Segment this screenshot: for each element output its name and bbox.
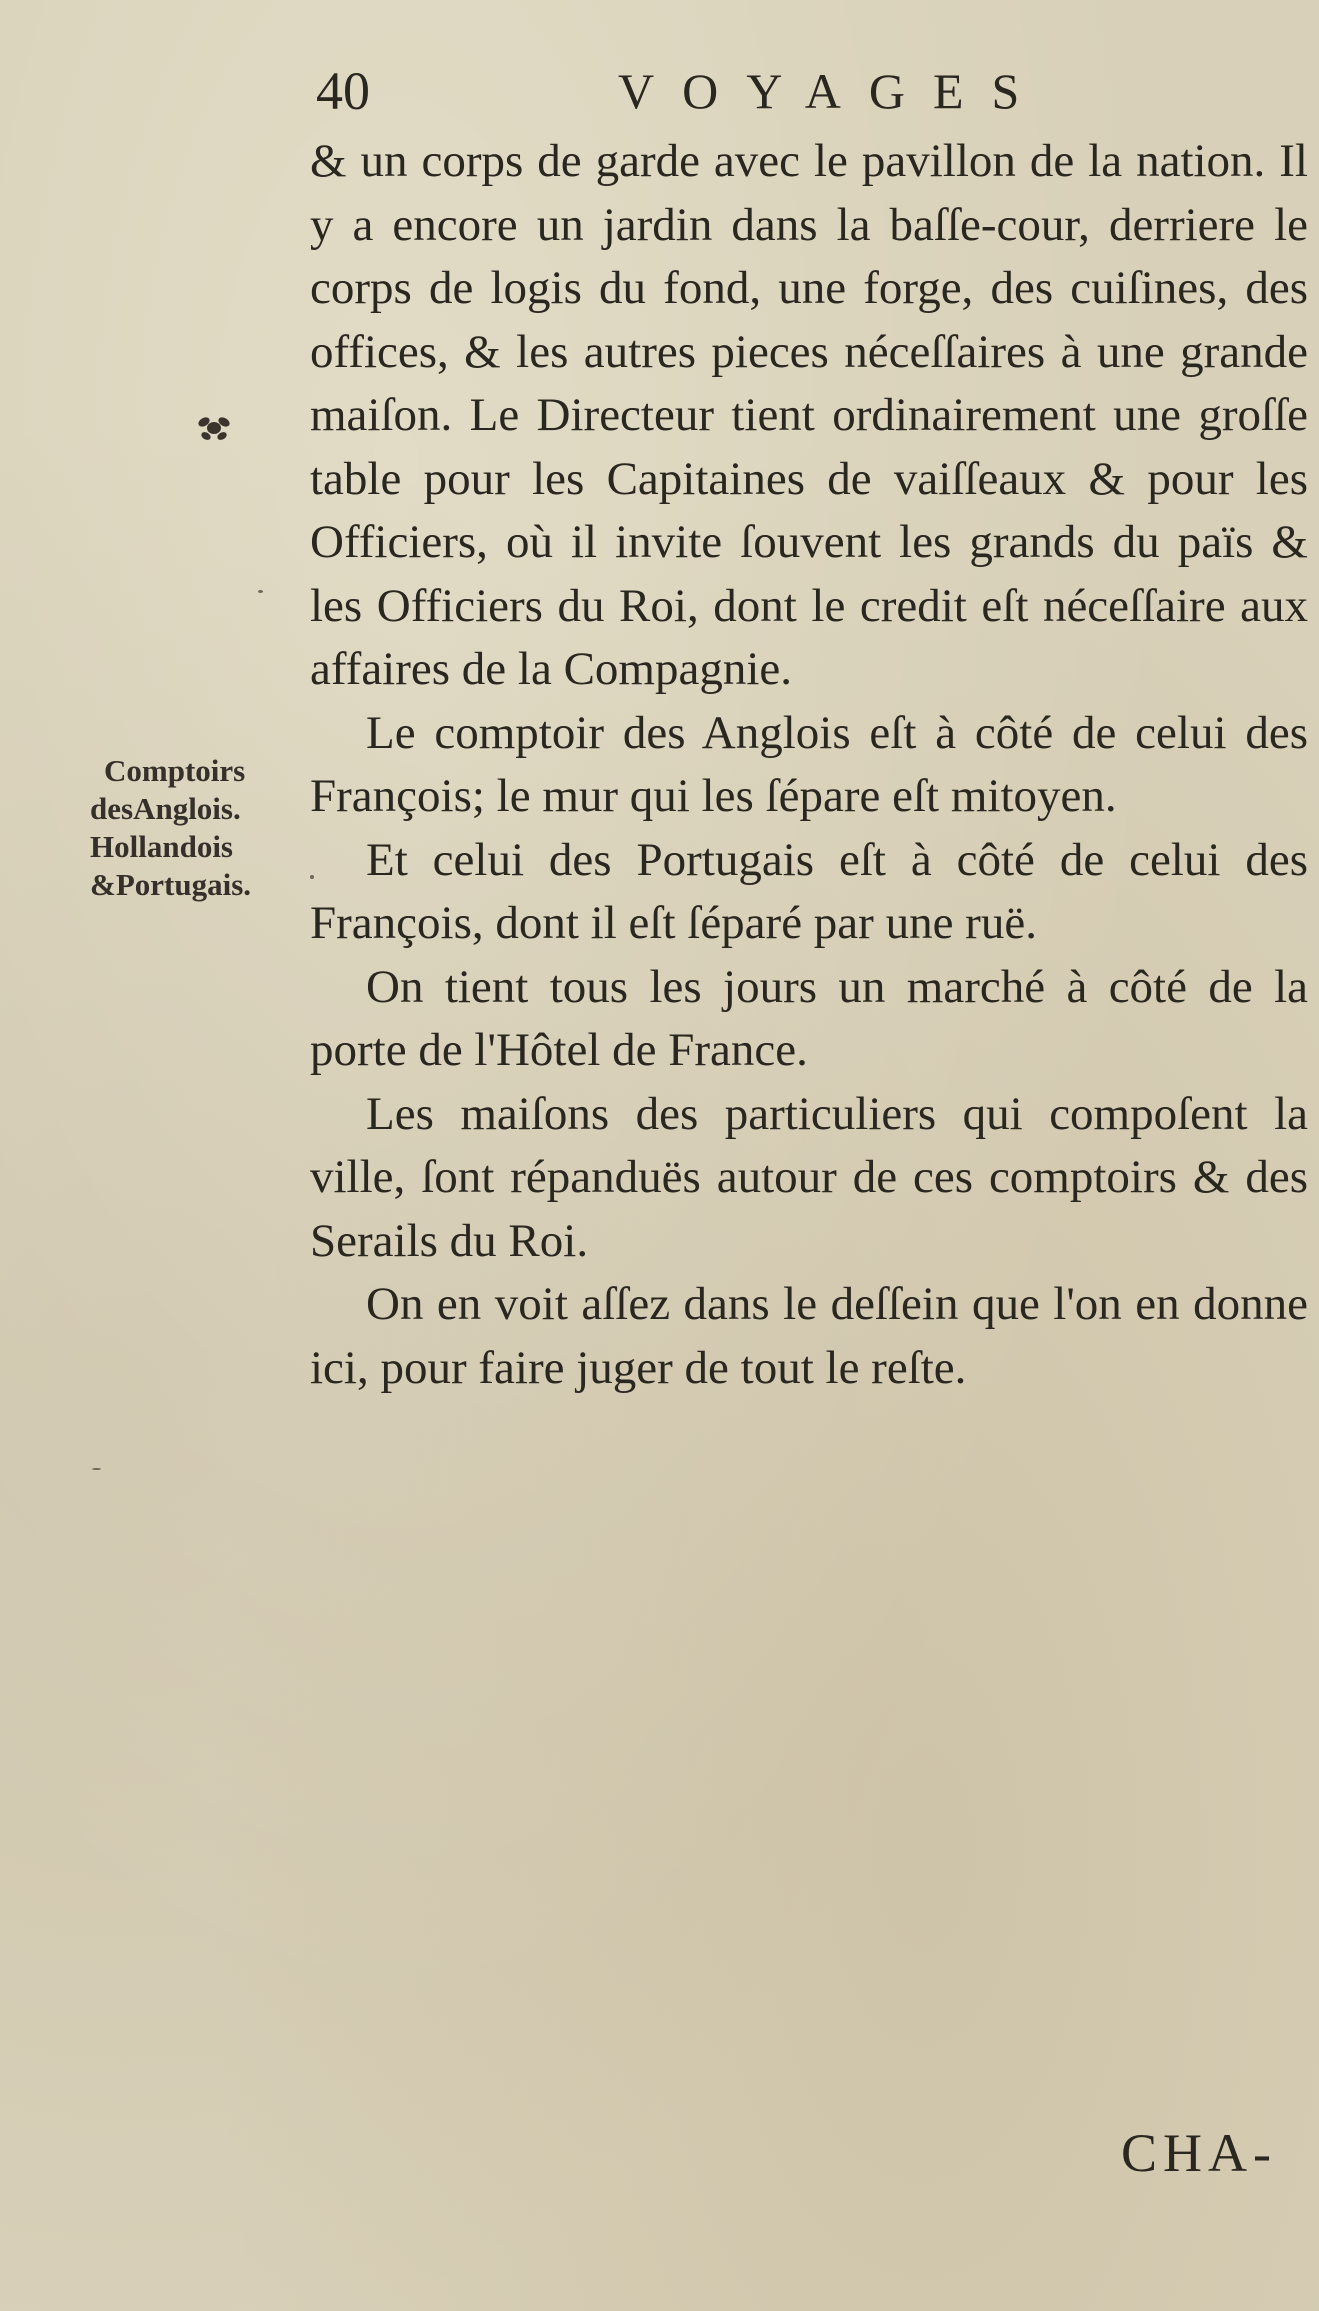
- catchword: CHA-: [1121, 2123, 1277, 2183]
- margin-note: [90, 752, 310, 904]
- running-title: VOYAGES: [618, 63, 1048, 119]
- running-head: [310, 56, 1070, 126]
- body-text: [310, 130, 1308, 1400]
- paper-speck: [92, 1468, 101, 1470]
- paragraph-deffein: On en voit aſſez dans le deſſein que l'on en donne ici, pour faire juger de tout le reſte.: [310, 1278, 1308, 1394]
- paragraph-marche: On tient tous les jours un marché à côté de la porte de l'Hôtel de France.: [310, 960, 1308, 1076]
- page-number: 40: [316, 61, 370, 121]
- paper-speck: [258, 590, 263, 593]
- paragraph-maisons: Les maiſons des particuliers qui compoſent la ville, ſont répanduës autour de ces comptoirs & des Serails du Roi.: [310, 1087, 1308, 1267]
- paper-speck: [310, 875, 314, 879]
- printer-flower-icon: [192, 408, 236, 448]
- paragraph-portugais: Et celui des Portugais eſt à côté de celui des François, dont il eſt ſéparé par une ruë.: [310, 833, 1308, 949]
- margin-note-line: desAnglois.: [90, 791, 241, 826]
- paragraph-pavillon: & un corps de garde avec le pavillon de la nation. Il y a encore un jardin dans la baſſe-cour, derriere le corps de logis du fond, une forge, des cuiſines, des offices, & les autres pieces néceſſaires à une grande maiſon. Le Directeur tient ordinairement une groſſe table pour les Capitaines de vaiſſeaux & pour les Officiers, où il invite ſouvent les grands du païs & les Officiers du Roi, dont le credit eſt néceſſaire aux affaires de la Compagnie.: [310, 135, 1308, 695]
- margin-note-line: &Portugais.: [90, 867, 252, 902]
- margin-note-line: Hollandois: [90, 829, 233, 864]
- paragraph-comptoir-anglois: Le comptoir des Anglois eſt à côté de celui des François; le mur qui les ſépare eſt mitoyen.: [310, 706, 1308, 822]
- margin-note-line: Comptoirs: [104, 753, 246, 788]
